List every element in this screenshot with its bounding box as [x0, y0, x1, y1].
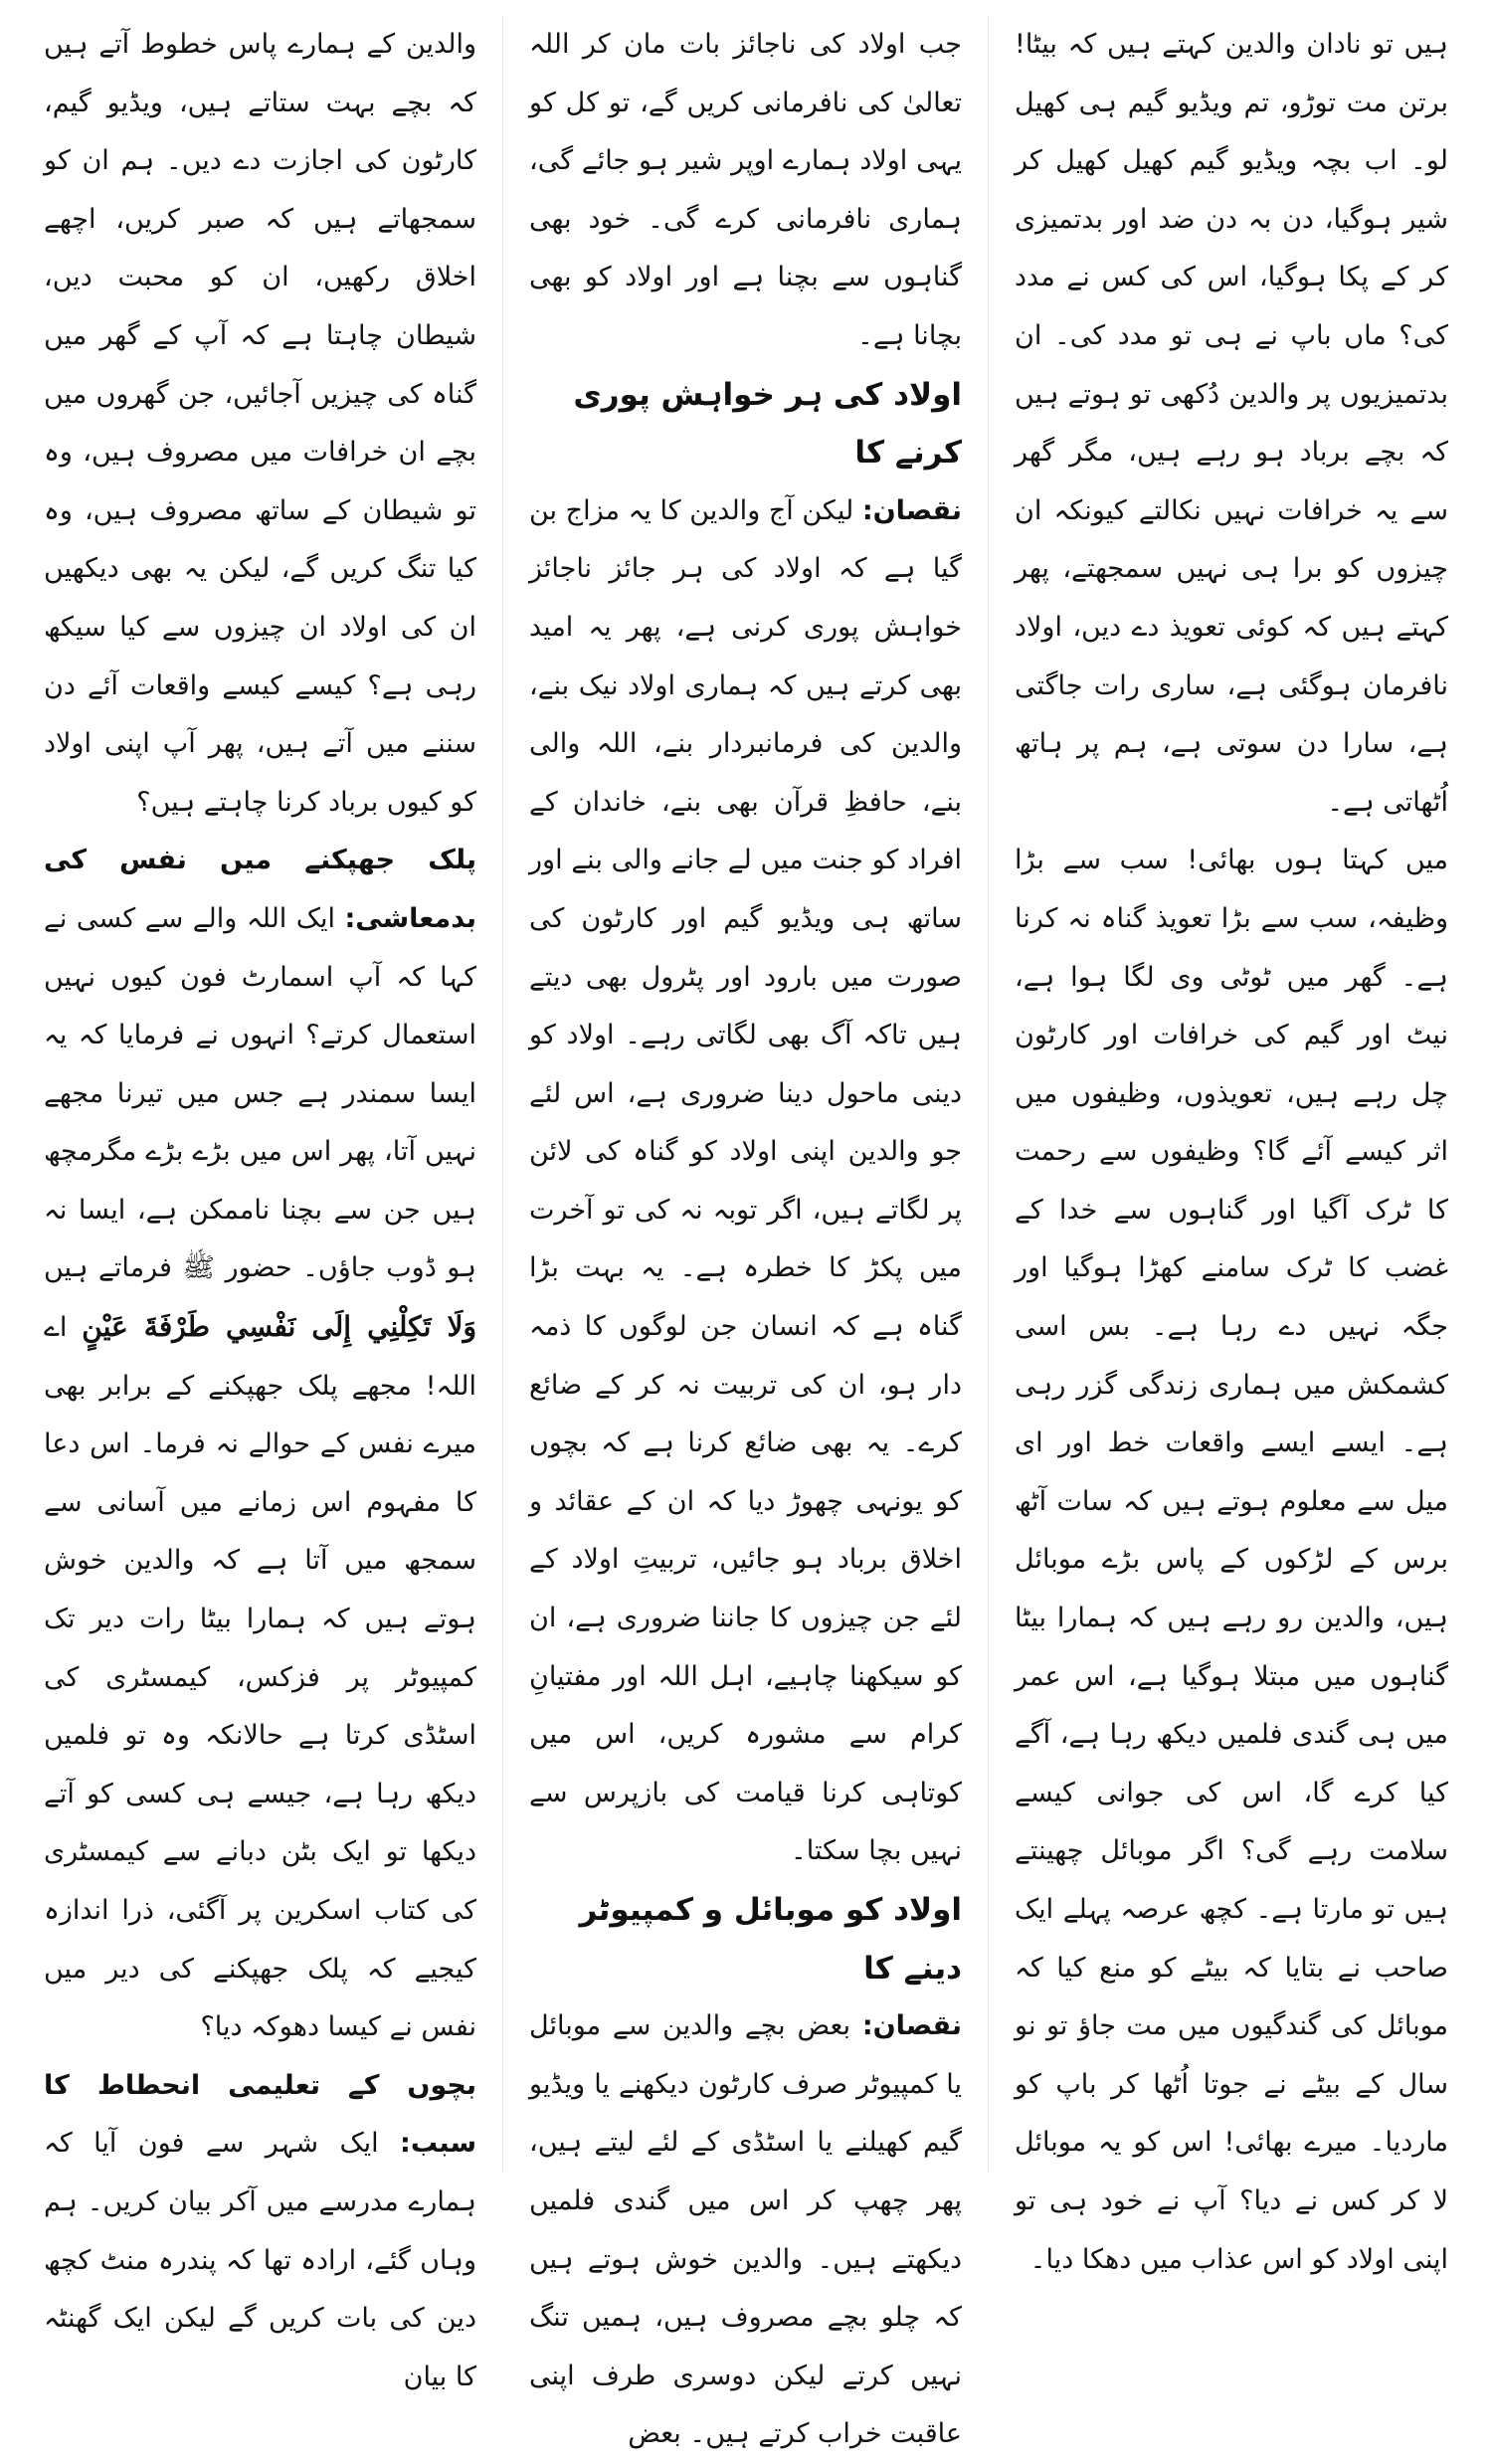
- lead-in: بچوں کے تعلیمی انحطاط کا سبب:: [44, 2069, 476, 2160]
- paragraph-body: ایک شہر سے فون آیا کہ ہمارے مدرسے میں آکر بیان کریں۔ ہم وہاں گئے، ارادہ تھا کہ پندرہ منٹ کچھ دین کی بات کریں گے لیکن ایک گھنٹہ کا بیان: [44, 2128, 476, 2392]
- arabic-dua: وَلَا تَكِلْنِي إِلَى نَفْسِي طَرْفَةَ عَيْنٍ: [82, 1310, 476, 1344]
- column-left: [18, 16, 503, 2392]
- section-heading: اولاد کو موبائل و کمپیوٹر دینے کا: [579, 1892, 962, 1987]
- paragraph: [44, 832, 476, 2056]
- paragraph: جب اولاد کی ناجائز بات مان کر اللہ تعالیٰ کی نافرمانی کریں گے، تو کل کو یہی اولاد ہمارے اوپر شیر ہو جائے گی، ہماری نافرمانی کرے گی۔ خود بھی گناہوں سے بچنا ہے اور اولاد کو بھی بچانا ہے۔: [529, 29, 962, 351]
- column-middle: [503, 16, 989, 2450]
- lead-in: نقصان:: [861, 2010, 962, 2042]
- column-right: [989, 16, 1474, 2275]
- paragraph-body: بعض بچے والدین سے موبائل یا کمپیوٹر صرف کارٹون دیکھنے یا ویڈیو گیم کھیلنے یا اسٹڈی کے لئے لیتے ہیں، پھر چھپ کر اس میں گندی فلمیں دیکھتے ہیں۔ والدین خوش ہوتے ہیں کہ چلو بچے مصروف ہیں، ہمیں تنگ نہیں کرتے لیکن دوسری طرف اپنی عاقبت خراب کرتے ہیں۔ بعض: [529, 2010, 962, 2450]
- paragraph-body: اے اللہ! مجھے پلک جھپکنے کے برابر بھی میرے نفس کے حوالے نہ فرما۔ اس دعا کا مفہوم اس زمانے میں آسانی سے سمجھ میں آتا ہے کہ والدین خوش ہوتے ہیں کہ ہمارا بیٹا رات دیر تک کمپیوٹر پر فزکس، کیمسٹری کی اسٹڈی کرتا ہے حالانکہ وہ تو فلمیں دیکھ رہا ہے، جیسے ہی کسی کو آتے دیکھا تو ایک بٹن دبانے سے کیمسٹری کی کتاب اسکرین پر آگئی، ذرا اندازہ کیجیے کہ پلک جھپکنے کی دیر میں نفس نے کیسا دھوکہ دیا؟: [44, 1312, 476, 2043]
- lead-in: پلک جھپکنے میں نفس کی بدمعاشی:: [44, 845, 476, 934]
- paragraph: [529, 482, 962, 1881]
- paragraph: ہیں تو نادان والدین کہتے ہیں کہ بیٹا! برتن مت توڑو، تم ویڈیو گیم ہی کھیل لو۔ اب بچہ ویڈیو گیم کھیل کھیل کر شیر ہوگیا، دن بہ دن ضد اور بدتمیزی کر کے پکا ہوگیا، اس کی کس نے مدد کی؟ ماں باپ نے ہی تو مدد کی۔ ان بدتمیزیوں پر والدین دُکھی تو ہوتے ہیں کہ بچے برباد ہو رہے ہیں، مگر گھر سے یہ خرافات نہیں نکالتے کیونکہ ان چیزوں کو برا ہی نہیں سمجھتے، پھر کہتے ہیں کہ کوئی تعویذ دے دیں، اولاد نافرمان ہوگئی ہے، ساری رات جاگتی ہے، سارا دن سوتی ہے، ہم پر ہاتھ اُٹھاتی ہے۔: [1015, 29, 1448, 818]
- paragraph: [529, 1997, 962, 2464]
- newspaper-page: [18, 16, 1474, 2450]
- paragraph: میں کہتا ہوں بھائی! سب سے بڑا وظیفہ، سب سے بڑا تعویذ گناہ نہ کرنا ہے۔ گھر میں ٹوٹی وی لگا ہوا ہے، نیٹ اور گیم کی خرافات اور کارٹون چل رہے ہیں، تعویذوں، وظیفوں میں اثر کیسے آئے گا؟ وظیفوں سے رحمت کا ٹرک آگیا اور گناہوں سے خدا کے غضب کا ٹرک سامنے کھڑا ہوگیا اور جگہ نہیں دے رہا ہے۔ بس اسی کشمکش میں ہماری زندگی گزر رہی ہے۔ ایسے ایسے واقعات خط اور ای میل سے معلوم ہوتے ہیں کہ سات آٹھ برس کے لڑکوں کے پاس بڑے موبائل ہیں، والدین رو رہے ہیں کہ ہمارا بیٹا گناہوں میں مبتلا ہوگیا ہے، اس عمر میں ہی گندی فلمیں دیکھ رہا ہے، آگے کیا کرے گا، اس کی جوانی کیسے سلامت رہے گی؟ اگر موبائل چھینتے ہیں تو مارتا ہے۔ کچھ عرصہ پہلے ایک صاحب نے بتایا کہ بیٹے کو منع کیا کہ موبائل کی گندگیوں میں مت جاؤ تو نو سال کے بیٹے نے جوتا اُٹھا کر باپ کو ماردیا۔ میرے بھائی! اس کو یہ موبائل لا کر کس نے دیا؟ آپ نے خود ہی تو اپنی اولاد کو اس عذاب میں دھکا دیا۔: [1015, 845, 1448, 2275]
- lead-in: نقصان:: [861, 494, 962, 526]
- section-heading: اولاد کی ہر خواہش پوری کرنے کا: [573, 376, 962, 472]
- paragraph-body: لیکن آج والدین کا یہ مزاج بن گیا ہے کہ اولاد کی ہر جائز ناجائز خواہش پوری کرنی ہے، پھر یہ امید بھی کرتے ہیں کہ ہماری اولاد نیک بنے، والدین کی فرمانبردار بنے، اللہ والی بنے، حافظِ قرآن بھی بنے، خاندان کے افراد کو جنت میں لے جانے والی بنے اور ساتھ ہی ویڈیو گیم اور کارٹون کی صورت میں بارود اور پٹرول بھی دیتے ہیں تاکہ آگ بھی لگاتی رہے۔ اولاد کو دینی ماحول دینا ضروری ہے، اس لئے جو والدین اپنی اولاد کو گناہ کی لائن پر لگاتے ہیں، اگر توبہ نہ کی تو آخرت میں پکڑ کا خطرہ ہے۔ یہ بہت بڑا گناہ ہے کہ انسان جن لوگوں کا ذمہ دار ہو، ان کی تربیت نہ کر کے ضائع کرے۔ یہ بھی ضائع کرنا ہے کہ بچوں کو یونہی چھوڑ دیا کہ ان کے عقائد و اخلاق برباد ہو جائیں، تربیتِ اولاد کے لئے جن چیزوں کا جاننا ضروری ہے، ان کو سیکھنا چاہیے، اہل اللہ اور مفتیانِ کرام سے مشورہ کریں، اس میں کوتاہی کرنا قیامت کی بازپرس سے نہیں بچا سکتا۔: [529, 494, 962, 1867]
- paragraph: [44, 2057, 476, 2407]
- paragraph-body: ایک اللہ والے سے کسی نے کہا کہ آپ اسمارٹ فون کیوں نہیں استعمال کرتے؟ انہوں نے فرمایا کہ یہ ایسا سمندر ہے جس میں تیرنا مجھے نہیں آتا، پھر اس میں بڑے بڑے مگرمچھ ہیں جن سے بچنا ناممکن ہے، ایسا نہ ہو ڈوب جاؤں۔ حضور ﷺ فرماتے ہیں: [44, 902, 476, 1284]
- paragraph: والدین کے ہمارے پاس خطوط آتے ہیں کہ بچے بہت ستاتے ہیں، ویڈیو گیم، کارٹون کی اجازت دے دیں۔ ہم ان کو سمجھاتے ہیں کہ صبر کریں، اچھے اخلاق رکھیں، ان کو محبت دیں، شیطان چاہتا ہے کہ آپ کے گھر میں گناہ کی چیزیں آجائیں، جن گھروں میں بچے ان خرافات میں مصروف ہیں، وہ تو شیطان کے ساتھ مصروف ہیں، وہ کیا تنگ کریں گے، لیکن یہ بھی دیکھیں ان کی اولاد ان چیزوں سے کیا سیکھ رہی ہے؟ کیسے کیسے واقعات آئے دن سننے میں آتے ہیں، پھر آپ اپنی اولاد کو کیوں برباد کرنا چاہتے ہیں؟: [44, 29, 476, 818]
